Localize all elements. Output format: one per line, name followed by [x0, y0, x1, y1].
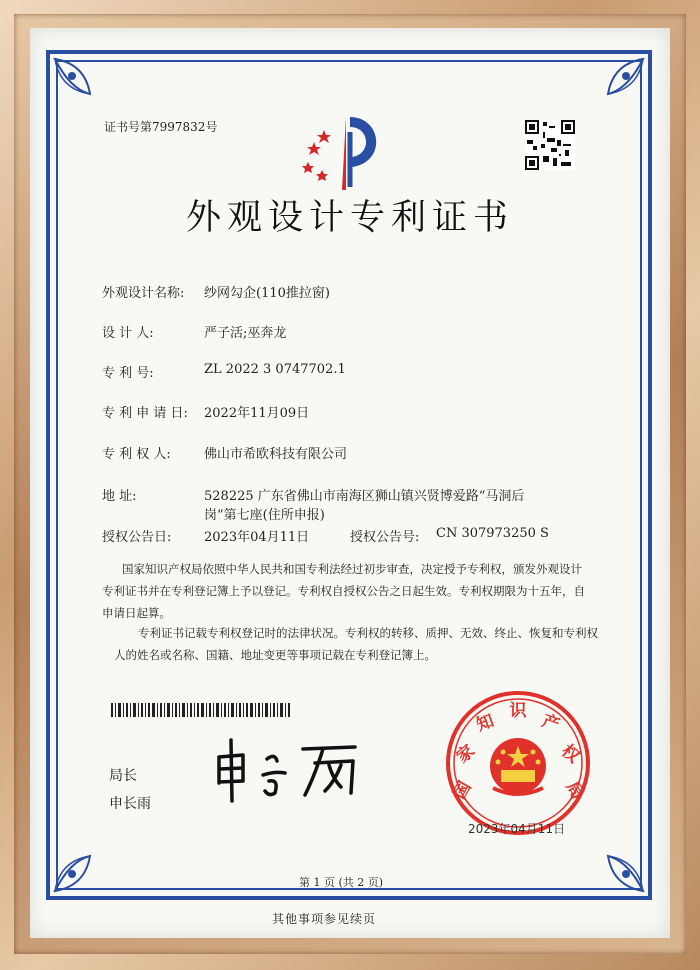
notice-paragraph-1-line-1: 国家知识产权局依照中华人民共和国专利法经过初步审查，决定授予专利权，颁发外观设计 [122, 562, 582, 576]
corner-ornament-top-right [578, 54, 648, 124]
designer-label: 设 计 人: [102, 326, 154, 341]
notice-paragraph-1-line-2: 专利证书并在专利登记簿上予以登记。专利权自授权公告之日起生效。专利权期限为十五年，自 [102, 584, 585, 598]
grant-date-label: 授权公告日: [102, 530, 172, 545]
page-info: 第 1 页 (共 2 页) [299, 876, 384, 889]
filing-date-value: 2022年11月09日 [204, 406, 310, 421]
director-name: 申长雨 [109, 796, 151, 812]
footer-note: 其他事项参见续页 [272, 912, 377, 926]
corner-ornament-bottom-left [50, 826, 120, 896]
cnipa-logo [302, 112, 392, 192]
patentee-label: 专 利 权 人: [102, 447, 171, 462]
svg-text:识: 识 [509, 701, 527, 721]
notice-paragraph-2-line-2: 人的姓名或名称、国籍、地址变更等事项记载在专利登记簿上。 [114, 648, 436, 662]
svg-text:产: 产 [539, 710, 563, 736]
qr-code [525, 120, 575, 170]
design-name-value: 纱网勾企(110推拉窗) [204, 286, 330, 301]
design-name-label: 外观设计名称: [102, 286, 185, 301]
svg-text:权: 权 [557, 741, 584, 768]
grant-number-value: CN 307973250 S [436, 526, 549, 541]
seal-date: 2023年04月11日 [468, 822, 566, 836]
corner-ornament-top-left [50, 54, 120, 124]
certificate-number: 证书号第7997832号 [104, 120, 218, 134]
notice-paragraph-2-line-1: 专利证书记载专利权登记时的法律状况。专利权的转移、质押、无效、终止、恢复和专利权 [138, 626, 598, 640]
address-label: 地 址: [102, 489, 137, 504]
barcode [111, 703, 291, 717]
patentee-value: 佛山市希欧科技有限公司 [204, 447, 348, 462]
patent-number-label: 专 利 号: [102, 366, 154, 381]
svg-text:国: 国 [449, 778, 476, 803]
address-line-1: 528225 广东省佛山市南海区狮山镇兴贤博爱路“马洞后 [204, 489, 525, 504]
grant-number-label: 授权公告号: [350, 530, 420, 545]
filing-date-label: 专 利 申 请 日: [102, 406, 188, 421]
svg-text:局: 局 [561, 778, 588, 803]
svg-text:家: 家 [452, 741, 479, 768]
official-seal [443, 688, 593, 838]
patent-number-value: ZL 2022 3 0747702.1 [204, 362, 346, 377]
certificate-title: 外观设计专利证书 [185, 198, 514, 238]
director-signature [205, 735, 365, 805]
director-title: 局长 [109, 768, 137, 784]
address-line-2: 岗”第七座(住所申报) [204, 508, 325, 523]
grant-date-value: 2023年04月11日 [204, 530, 310, 545]
svg-text:知: 知 [473, 710, 497, 736]
notice-paragraph-1-line-3: 申请日起算。 [102, 606, 171, 620]
designer-value: 严子活;巫奔龙 [204, 326, 287, 341]
